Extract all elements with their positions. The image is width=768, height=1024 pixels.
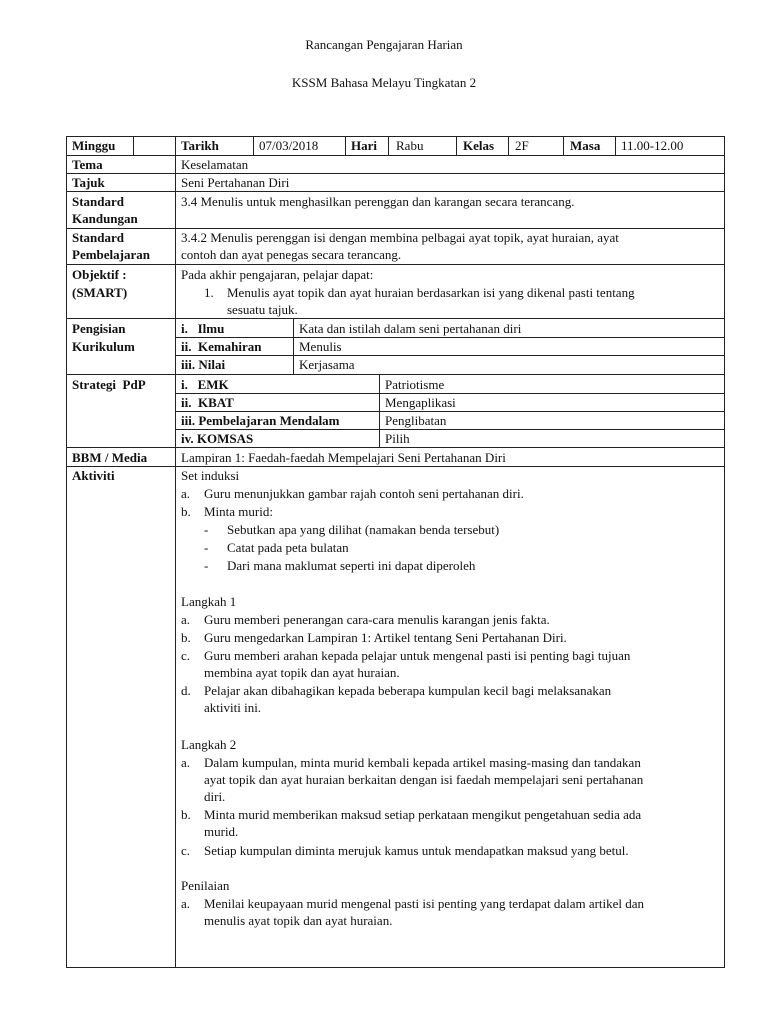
activity-item: Pelajar akan dibahagikan kepada beberapa kumpulan kecil bagi melaksanakan (204, 683, 612, 698)
activity-item: diri. (204, 789, 226, 804)
objektif-item: Menulis ayat topik dan ayat huraian berdasarkan isi yang dikenal pasti tentang (227, 285, 635, 300)
set-induksi-heading: Set induksi (181, 468, 240, 483)
activity-item: menulis ayat topik dan ayat huraian. (204, 913, 393, 928)
list-marker: d. (181, 683, 191, 698)
kurikulum-label: Pengisian (72, 321, 126, 336)
activity-item: Setiap kumpulan diminta merujuk kamus untuk mendapatkan maksud yang betul. (204, 843, 629, 858)
list-marker: a. (181, 896, 191, 911)
column-divider (293, 318, 294, 374)
dash-marker: - (204, 540, 209, 555)
sk-value: 3.4 Menulis untuk menghasilkan perenggan dan karangan secara terancang. (181, 194, 575, 209)
tema-value: Keselamatan (181, 157, 249, 172)
row-divider (66, 155, 725, 156)
list-marker: b. (181, 504, 191, 519)
kurikulum-value: Kerjasama (299, 357, 355, 372)
row-divider (66, 264, 725, 265)
tarikh-label: Tarikh (181, 138, 219, 153)
kurikulum-key: iii. Nilai (181, 357, 226, 372)
hari-value: Rabu (396, 138, 424, 153)
tarikh-value: 07/03/2018 (259, 138, 319, 153)
sp-label: Pembelajaran (72, 247, 150, 262)
objektif-item-number: 1. (204, 285, 214, 300)
list-marker: a. (181, 612, 191, 627)
activity-item: Minta murid memberikan maksud setiap perkataan mengikut pengetahuan sedia ada (204, 807, 642, 822)
strategi-value: Penglibatan (385, 413, 447, 428)
strategi-key: ii. KBAT (181, 395, 234, 410)
activity-item: membina ayat topik dan ayat huraian. (204, 665, 400, 680)
activity-item: Guru memberi arahan kepada pelajar untuk mengenal pasti isi penting bagi tujuan (204, 648, 631, 663)
row-divider (66, 173, 725, 174)
penilaian-heading: Penilaian (181, 878, 230, 893)
dash-marker: - (204, 558, 209, 573)
objektif-label: (SMART) (72, 285, 128, 300)
kurikulum-value: Kata dan istilah dalam seni pertahanan diri (299, 321, 522, 336)
dash-marker: - (204, 522, 209, 537)
activity-item: aktiviti ini. (204, 700, 262, 715)
doc-title: Rancangan Pengajaran Harian (305, 37, 463, 52)
masa-value: 11.00-12.00 (621, 138, 684, 153)
activity-item: Guru mengedarkan Lampiran 1: Artikel tentang Seni Pertahanan Diri. (204, 630, 567, 645)
objektif-label: Objektif : (72, 267, 127, 282)
activity-item: Dalam kumpulan, minta murid kembali kepada artikel masing-masing dan tandakan (204, 755, 641, 770)
tajuk-label: Tajuk (72, 175, 105, 190)
list-marker: a. (181, 486, 191, 501)
tema-label: Tema (72, 157, 103, 172)
bbm-value: Lampiran 1: Faedah-faedah Mempelajari Seni Pertahanan Diri (181, 450, 506, 465)
strategi-key: iv. KOMSAS (181, 431, 254, 446)
column-divider (253, 136, 254, 155)
list-marker: c. (181, 648, 191, 663)
column-divider (379, 374, 380, 447)
strategi-label: Strategi PdP (72, 377, 146, 392)
sk-label: Standard (72, 194, 125, 209)
objektif-item: sesuatu tajuk. (227, 302, 298, 317)
list-marker: b. (181, 630, 191, 645)
hari-label: Hari (351, 138, 377, 153)
strategi-key: iii. Pembelajaran Mendalam (181, 413, 340, 428)
langkah2-heading: Langkah 2 (181, 737, 237, 752)
activity-subitem: Dari mana maklumat seperti ini dapat diperoleh (227, 558, 476, 573)
kurikulum-label: Kurikulum (72, 339, 135, 354)
activity-subitem: Catat pada peta bulatan (227, 540, 349, 555)
row-divider (66, 318, 725, 319)
minggu-label: Minggu (72, 138, 116, 153)
column-divider (563, 136, 564, 155)
tajuk-value: Seni Pertahanan Diri (181, 175, 290, 190)
kelas-label: Kelas (463, 138, 495, 153)
activity-item: Minta murid: (204, 504, 273, 519)
activity-item: Guru menunjukkan gambar rajah contoh seni pertahanan diri. (204, 486, 524, 501)
activity-item: murid. (204, 824, 239, 839)
column-divider (345, 136, 346, 155)
sp-value: 3.4.2 Menulis perenggan isi dengan membina pelbagai ayat topik, ayat huraian, ayat (181, 230, 619, 245)
kurikulum-key: i. Ilmu (181, 321, 225, 336)
masa-label: Masa (570, 138, 601, 153)
row-divider (66, 374, 725, 375)
column-divider (615, 136, 616, 155)
row-divider (66, 191, 725, 192)
sp-value: contoh dan ayat penegas secara terancang. (181, 247, 402, 262)
list-marker: b. (181, 807, 191, 822)
activity-item: ayat topik dan ayat huraian berkaitan dengan isi faedah mempelajari seni pertahanan (204, 772, 644, 787)
column-divider (388, 136, 389, 155)
langkah1-heading: Langkah 1 (181, 594, 237, 609)
activity-item: Guru memberi penerangan cara-cara menulis karangan jenis fakta. (204, 612, 550, 627)
list-marker: a. (181, 755, 191, 770)
objektif-intro: Pada akhir pengajaran, pelajar dapat: (181, 267, 374, 282)
strategi-value: Pilih (385, 431, 410, 446)
column-divider (175, 136, 176, 968)
list-marker: c. (181, 843, 191, 858)
strategi-value: Patriotisme (385, 377, 445, 392)
strategi-value: Mengaplikasi (385, 395, 456, 410)
column-divider (133, 136, 134, 155)
column-divider (508, 136, 509, 155)
column-divider (456, 136, 457, 155)
activity-subitem: Sebutkan apa yang dilihat (namakan benda tersebut) (227, 522, 500, 537)
kurikulum-key: ii. Kemahiran (181, 339, 262, 354)
kurikulum-value: Menulis (299, 339, 342, 354)
sp-label: Standard (72, 230, 125, 245)
aktiviti-label: Aktiviti (72, 468, 115, 483)
bbm-label: BBM / Media (72, 450, 148, 465)
strategi-key: i. EMK (181, 377, 229, 392)
activity-item: Menilai keupayaan murid mengenal pasti isi penting yang terdapat dalam artikel dan (204, 896, 645, 911)
doc-subtitle: KSSM Bahasa Melayu Tingkatan 2 (291, 75, 477, 90)
sk-label: Kandungan (72, 211, 138, 226)
kelas-value: 2F (515, 138, 529, 153)
